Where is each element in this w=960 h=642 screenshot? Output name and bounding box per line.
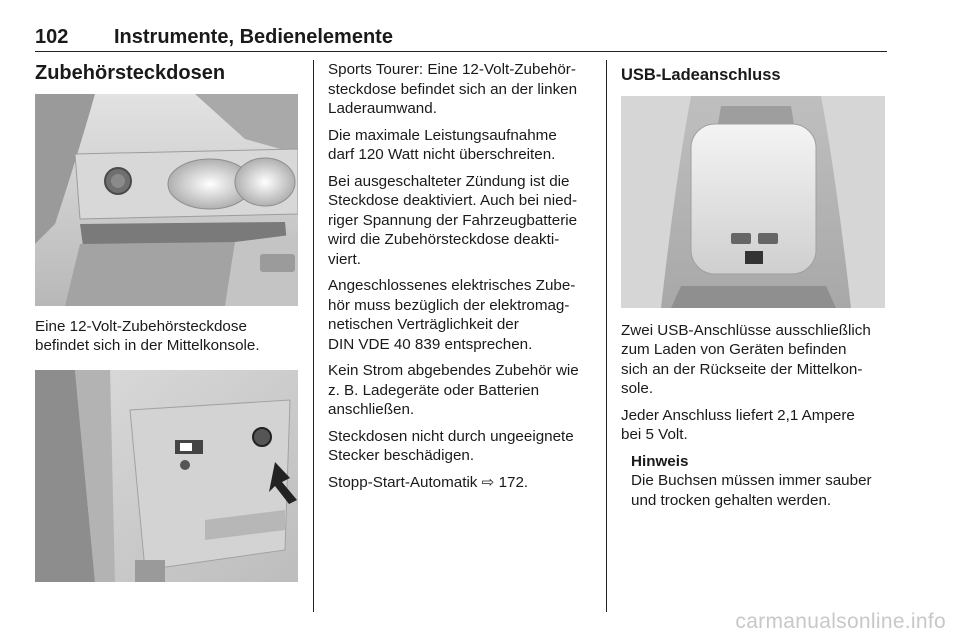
paragraph-usb-ports: Zwei USB-Anschlüsse ausschließlich zum Laden von Geräten befinden sich an der Rückseite der Mittelkon- sole. [621,321,871,397]
section-heading-usb-charging: USB-Ladeanschluss [621,66,781,84]
figure-center-console-socket [35,94,298,306]
caption-console-socket: Eine 12-Volt-Zubehörsteckdose befindet sich in der Mittelkonsole. [35,317,260,354]
note-box: Hinweis Die Buchsen müssen immer sauber und trocken gehalten werden. [631,452,887,511]
column-divider-1 [313,60,314,612]
watermark: carmanualsonline.info [735,610,946,633]
paragraph-sports-tourer: Sports Tourer: Eine 12-Volt-Zubehör- steckdose befindet sich an der linken Laderaumwand. [328,61,578,117]
paragraph-no-power-supplying: Kein Strom abgebendes Zubehör wie z. B. Ladegeräte oder Batterien anschließen. [328,362,579,418]
page-header [35,26,887,50]
column-3 [621,60,887,510]
section-heading-accessory-sockets: Zubehörsteckdosen [35,62,226,84]
column-1 [35,60,299,582]
paragraph-max-power: Die maximale Leistungsaufnahme darf 120 Watt nicht überschreiten. [328,126,557,163]
header-rule [35,51,887,52]
column-2 [328,60,594,499]
column-divider-2 [606,60,607,612]
paragraph-ignition-off: Bei ausgeschalteter Zündung ist die Steckdose deaktiviert. Auch bei nied- riger Spannung der Fahrzeugbatterie wird die Zubehörsteckdose deakti- viert. [328,172,578,268]
paragraph-unsuitable-plugs: Steckdosen nicht durch ungeeignete Stecker beschädigen. [328,427,574,464]
page-number: 102 [35,26,69,48]
chapter-title: Instrumente, Bedienelemente [114,26,393,48]
figure-load-compartment-socket [35,370,298,582]
note-title: Hinweis [631,452,689,470]
paragraph-stop-start-reference: Stopp-Start-Automatik ⇨ 172. [328,473,529,491]
figure-usb-ports [621,96,885,308]
paragraph-emc: Angeschlossenes elektrisches Zube- hör muss bezüglich der elektromag- netischen Verträglichkeit der DIN VDE 40 839 entsprechen. [328,277,576,353]
paragraph-usb-output: Jeder Anschluss liefert 2,1 Ampere bei 5 Volt. [621,406,855,443]
